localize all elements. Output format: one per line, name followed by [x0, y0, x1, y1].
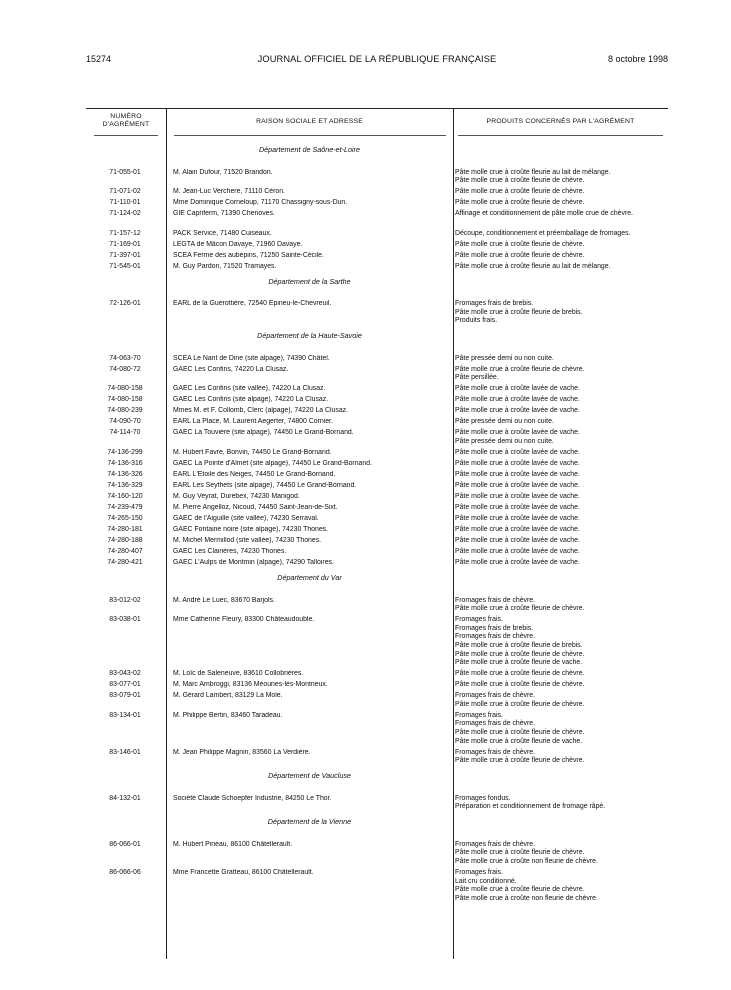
- product-item: Pâte molle crue à croûte fleurie de chèvre.: [455, 188, 585, 196]
- department-title: Département de Vaucluse: [268, 771, 351, 781]
- department-title: Département du Var: [277, 573, 342, 583]
- product-item: Pâte molle crue à croûte fleurie au lait de mélange.: [455, 168, 611, 176]
- products-list: [455, 795, 665, 812]
- department-heading: [86, 146, 668, 169]
- column-header-raison: RAISON SOCIALE ET ADRESSE: [256, 118, 363, 125]
- table-row: [86, 199, 668, 210]
- department-title: Département de la Haute-Savoie: [257, 331, 362, 341]
- company-name-address: GAEC L'Aulps de Montmin (alpage), 74290 Talloires.: [173, 559, 334, 567]
- product-item: Pâte molle crue à croûte lavée de vache.: [455, 537, 580, 545]
- product-item: Pâte persillée.: [455, 374, 499, 382]
- approval-number: 74-280-407: [107, 548, 143, 556]
- products-list: [455, 407, 665, 416]
- approval-number: 74-080-72: [109, 365, 141, 373]
- company-name-address: Mmes M. et F. Collomb, Clerc (alpage), 74220 La Clusaz.: [173, 407, 349, 415]
- products-list: [455, 385, 665, 394]
- department-heading: [86, 772, 668, 795]
- company-name-address: LEGTA de Mâcon Davaye, 71960 Davaye.: [173, 240, 303, 248]
- products-list: [455, 252, 665, 261]
- product-item: Pâte molle crue à croûte lavée de vache.: [455, 449, 580, 457]
- table-row: [86, 263, 668, 274]
- company-name-address: GIE Capriferm, 71390 Chenoves.: [173, 210, 275, 218]
- product-item: Pâte molle crue à croûte lavée de vache.: [455, 559, 580, 567]
- company-name-address: EARL L'Etoile des Neiges, 74450 Le Grand-Bornand.: [173, 471, 336, 479]
- products-list: [455, 515, 665, 524]
- product-item: Fromages frais de chèvre.: [455, 840, 536, 848]
- company-name-address: Société Claude Schoepfer Industrie, 84250 Le Thor.: [173, 794, 332, 802]
- products-list: [455, 449, 665, 458]
- approval-number: 74-114-70: [109, 429, 141, 437]
- company-name-address: M. Philippe Bertin, 83460 Taradeau.: [173, 711, 283, 719]
- page-header: [86, 54, 668, 68]
- product-item: Pâte molle crue à croûte fleurie de chèvre.: [455, 757, 585, 765]
- department-title: Département de la Vienne: [267, 817, 352, 827]
- company-name-address: EARL La Place, M. Laurent Aegerter, 74800 Cornier.: [173, 418, 333, 426]
- company-name-address: M. Loïc de Saleneuve, 83610 Collobrières.: [173, 670, 304, 678]
- journal-title: JOURNAL OFFICIEL DE LA RÉPUBLIQUE FRANÇAISE: [257, 54, 497, 64]
- product-item: Pâte molle crue à croûte lavée de vache.: [455, 460, 580, 468]
- company-name-address: Mme Catherine Fleury, 83300 Châteaudouble.: [173, 616, 315, 624]
- product-item: Préparation et conditionnement de fromage râpé.: [455, 803, 606, 811]
- product-item: Pâte molle crue à croûte fleurie de chèvre.: [455, 670, 585, 678]
- table-row: [86, 471, 668, 482]
- approval-number: 83-077-01: [109, 681, 141, 689]
- company-name-address: M. Guy Veyrat, Durebex, 74230 Manigod.: [173, 493, 300, 501]
- product-item: Pâte molle crue à croûte fleurie de chèvre.: [455, 365, 585, 373]
- table-row: [86, 366, 668, 386]
- products-list: [455, 199, 665, 208]
- approval-number: 71-397-01: [109, 251, 141, 259]
- product-item: Fromages frais.: [455, 616, 503, 624]
- product-item: Fromages frais de chèvre.: [455, 596, 536, 604]
- products-list: [455, 548, 665, 557]
- product-item: Pâte molle crue à croûte fleurie de chèvre.: [455, 251, 585, 259]
- company-name-address: M. Michel Mermillod (site vallée), 74230 Thones.: [173, 537, 322, 545]
- company-name-address: M. Gérard Lambert, 83129 La Mole.: [173, 692, 283, 700]
- company-name-address: SCEA Ferme des aubépins, 71250 Sainte-Cécile.: [173, 251, 324, 259]
- table-row: [86, 597, 668, 617]
- company-name-address: Mme Francette Gratteau, 86100 Châtellerault.: [173, 868, 314, 876]
- product-item: Fromages frais de chèvre.: [455, 748, 536, 756]
- products-list: [455, 841, 665, 867]
- approval-number: 71-169-01: [109, 240, 141, 248]
- product-item: Pâte molle crue à croûte fleurie de brebis.: [455, 308, 583, 316]
- product-item: Fromages frais de chèvre.: [455, 692, 536, 700]
- approval-number: 74-239-479: [107, 504, 143, 512]
- company-name-address: M. Guy Pardon, 71520 Tramayes.: [173, 262, 277, 270]
- approval-number: 74-080-158: [107, 396, 143, 404]
- table-row: [86, 712, 668, 749]
- header-rule: [458, 135, 663, 136]
- approval-number: 83-134-01: [109, 711, 141, 719]
- approval-table: [86, 108, 668, 959]
- approval-number: 83-043-02: [109, 670, 141, 678]
- products-list: [455, 681, 665, 690]
- product-item: Pâte molle crue à croûte fleurie de vache.: [455, 659, 583, 667]
- column-header-numero: NUMÉRO D'AGRÉMENT: [102, 113, 150, 128]
- approval-number: 71-055-01: [109, 168, 141, 176]
- table-body: [86, 146, 668, 910]
- approval-number: 72-126-01: [109, 300, 141, 308]
- company-name-address: GAEC Les Confins, 74220 La Clusaz.: [173, 365, 289, 373]
- table-row: [86, 188, 668, 199]
- company-name-address: SCEA Le Nant de Dine (site alpage), 74390 Châtel.: [173, 354, 330, 362]
- approval-number: 74-280-188: [107, 537, 143, 545]
- approval-number: 71-071-02: [109, 188, 141, 196]
- product-item: Lait cru conditionné.: [455, 877, 517, 885]
- approval-number: 74-090-70: [109, 418, 141, 426]
- approval-number: 74-265-150: [107, 515, 143, 523]
- header-rule: [94, 135, 158, 136]
- company-name-address: GAEC La Touvière (site alpage), 74450 Le Grand-Bornand.: [173, 429, 354, 437]
- product-item: Découpe, conditionnement et préemballage de fromages.: [455, 229, 631, 237]
- table-row: [86, 230, 668, 241]
- table-row: [86, 548, 668, 559]
- product-item: Pâte molle crue à croûte lavée de vache.: [455, 548, 580, 556]
- products-list: [455, 471, 665, 480]
- company-name-address: GAEC Les Confins (site alpage), 74220 La Clusaz.: [173, 396, 329, 404]
- table-row: [86, 449, 668, 460]
- products-list: [455, 616, 665, 668]
- products-list: [455, 537, 665, 546]
- approval-number: 84-132-01: [109, 794, 141, 802]
- table-row: [86, 504, 668, 515]
- product-item: Pâte molle crue à croûte lavée de vache.: [455, 429, 580, 437]
- approval-number: 71-157-12: [109, 229, 141, 237]
- approval-number: 74-136-326: [107, 471, 143, 479]
- product-item: Pâte molle crue à croûte fleurie de chèvre.: [455, 681, 585, 689]
- table-row: [86, 795, 668, 815]
- product-item: Pâte molle crue à croûte fleurie de chèvre.: [455, 886, 585, 894]
- table-row: [86, 407, 668, 418]
- product-item: Fromages frais.: [455, 711, 503, 719]
- table-row: [86, 749, 668, 769]
- products-list: [455, 597, 665, 614]
- product-item: Pâte molle crue à croûte fleurie de chèvre.: [455, 605, 585, 613]
- company-name-address: M. Jean-Luc Verchere, 71110 Céron.: [173, 188, 285, 196]
- company-name-address: M. Alain Dufour, 71520 Brandon.: [173, 168, 273, 176]
- product-item: Fromages frais de chèvre.: [455, 720, 536, 728]
- table-row: [86, 396, 668, 407]
- approval-number: 74-136-329: [107, 482, 143, 490]
- product-item: Pâte pressée demi ou non cuite.: [455, 418, 554, 426]
- products-list: [455, 355, 665, 364]
- table-row: [86, 418, 668, 429]
- product-item: Pâte molle crue à croûte non fleurie de chèvre.: [455, 857, 598, 865]
- products-list: [455, 263, 665, 272]
- product-item: Pâte molle crue à croûte fleurie de chèvre.: [455, 700, 585, 708]
- approval-number: 83-038-01: [109, 616, 141, 624]
- product-item: Fromages frais de brebis.: [455, 300, 534, 308]
- approval-number: 74-080-158: [107, 385, 143, 393]
- product-item: Pâte molle crue à croûte lavée de vache.: [455, 493, 580, 501]
- products-list: [455, 692, 665, 709]
- department-heading: [86, 332, 668, 355]
- approval-number: 71-124-02: [109, 210, 141, 218]
- department-heading: [86, 574, 668, 597]
- table-row: [86, 559, 668, 570]
- approval-number: 83-079-01: [109, 692, 141, 700]
- company-name-address: M. Pierre Angelloz, Nicoud, 74450 Saint-Jean-de-Sixt.: [173, 504, 338, 512]
- company-name-address: M. Hubert Favre, Bonvin, 74450 Le Grand-Bornand.: [173, 449, 332, 457]
- product-item: Pâte molle crue à croûte fleurie de chèvre.: [455, 177, 585, 185]
- approval-number: 71-110-01: [109, 199, 141, 207]
- product-item: Fromages frais.: [455, 868, 503, 876]
- product-item: Pâte molle crue à croûte fleurie de chèvre.: [455, 728, 585, 736]
- table-row: [86, 616, 668, 670]
- company-name-address: M. Marc Ambroggi, 83136 Méounes-lès-Montrieux.: [173, 681, 328, 689]
- company-name-address: GAEC Les Clairières, 74230 Thones.: [173, 548, 287, 556]
- company-name-address: GAEC Les Confins (site vallée), 74220 La Clusaz.: [173, 385, 326, 393]
- table-row: [86, 515, 668, 526]
- table-row: [86, 429, 668, 449]
- company-name-address: M. Hubert Pineau, 86100 Châtellerault.: [173, 840, 293, 848]
- product-item: Pâte molle crue à croûte lavée de vache.: [455, 482, 580, 490]
- products-list: [455, 712, 665, 746]
- approval-number: 74-160-120: [107, 493, 143, 501]
- approval-number: 74-136-299: [107, 449, 143, 457]
- publication-date: 8 octobre 1998: [607, 54, 668, 64]
- products-list: [455, 504, 665, 513]
- table-row: [86, 169, 668, 189]
- products-list: [455, 559, 665, 568]
- table-row: [86, 692, 668, 712]
- products-list: [455, 429, 665, 446]
- company-name-address: M. Jean Philippe Magnin, 83560 La Verdière.: [173, 748, 311, 756]
- products-list: [455, 493, 665, 502]
- company-name-address: PACK Service, 71480 Cuiseaux.: [173, 229, 272, 237]
- products-list: [455, 749, 665, 766]
- company-name-address: GAEC Fontaine noire (site alpage), 74230 Thones.: [173, 526, 329, 534]
- product-item: Pâte pressée demi ou non cuite.: [455, 438, 554, 446]
- table-row: [86, 385, 668, 396]
- product-item: Pâte molle crue à croûte fleurie de brebis.: [455, 641, 583, 649]
- table-row: [86, 252, 668, 263]
- department-heading: [86, 278, 668, 301]
- products-list: [455, 460, 665, 469]
- approval-number: 86-066-06: [109, 868, 141, 876]
- company-name-address: EARL Les Seythets (site alpage), 74450 Le Grand-Bornand.: [173, 482, 357, 490]
- products-list: [455, 169, 665, 186]
- product-item: Pâte molle crue à croûte non fleurie de chèvre.: [455, 894, 598, 902]
- table-row: [86, 355, 668, 366]
- products-list: [455, 188, 665, 197]
- company-name-address: Mme Dominique Corneloup, 71170 Chassigny-sous-Dun.: [173, 199, 348, 207]
- product-item: Pâte molle crue à croûte fleurie au lait de mélange.: [455, 262, 611, 270]
- product-item: Fromages fondus.: [455, 794, 511, 802]
- table-row: [86, 670, 668, 681]
- approval-number: 74-136-316: [107, 460, 143, 468]
- products-list: [455, 241, 665, 250]
- department-title: Département de la Sarthe: [268, 276, 351, 286]
- table-row: [86, 241, 668, 252]
- company-name-address: GAEC La Pointe d'Almet (site alpage), 74450 Le Grand-Bornand.: [173, 460, 372, 468]
- table-row: [86, 460, 668, 471]
- products-list: [455, 418, 665, 427]
- product-item: Pâte molle crue à croûte lavée de vache.: [455, 526, 580, 534]
- product-item: Pâte molle crue à croûte fleurie de chèvre.: [455, 650, 585, 658]
- product-item: Pâte molle crue à croûte lavée de vache.: [455, 504, 580, 512]
- table-row: [86, 482, 668, 493]
- approval-number: 74-080-239: [107, 407, 143, 415]
- approval-number: 74-280-181: [107, 526, 143, 534]
- company-name-address: M. André Le Luec, 83670 Barjols.: [173, 596, 275, 604]
- product-item: Pâte molle crue à croûte lavée de vache.: [455, 396, 580, 404]
- product-item: Pâte pressée demi ou non cuite.: [455, 354, 554, 362]
- products-list: [455, 526, 665, 535]
- department-title: Département de Saône-et-Loire: [258, 145, 361, 154]
- products-list: [455, 869, 665, 903]
- product-item: Pâte molle crue à croûte lavée de vache.: [455, 515, 580, 523]
- products-list: [455, 670, 665, 679]
- product-item: Produits frais.: [455, 317, 498, 325]
- products-list: [455, 300, 665, 326]
- table-row: [86, 841, 668, 869]
- approval-number: 83-146-01: [109, 748, 141, 756]
- product-item: Affinage et conditionnement de pâte molle crue de chèvre.: [455, 210, 633, 218]
- table-row: [86, 210, 668, 230]
- product-item: Fromages frais de brebis.: [455, 624, 534, 632]
- products-list: [455, 482, 665, 491]
- product-item: Pâte molle crue à croûte lavée de vache.: [455, 471, 580, 479]
- table-row: [86, 526, 668, 537]
- approval-number: 83-012-02: [109, 596, 141, 604]
- product-item: Pâte molle crue à croûte fleurie de chèvre.: [455, 199, 585, 207]
- product-item: Pâte molle crue à croûte fleurie de chèvre.: [455, 240, 585, 248]
- products-list: [455, 230, 665, 239]
- approval-number: 86-066-01: [109, 840, 141, 848]
- table-row: [86, 537, 668, 548]
- section-spacer: [86, 906, 668, 910]
- table-row: [86, 493, 668, 504]
- products-list: [455, 396, 665, 405]
- table-row: [86, 300, 668, 328]
- company-name-address: GAEC de l'Aiguille (site vallée), 74230 Serraval.: [173, 515, 319, 523]
- product-item: Pâte molle crue à croûte fleurie de chèvre.: [455, 849, 585, 857]
- approval-number: 74-280-421: [107, 559, 143, 567]
- page-number: 15274: [86, 54, 112, 64]
- table-row: [86, 869, 668, 906]
- column-header-produits: PRODUITS CONCERNÉS PAR L'AGRÉMENT: [486, 118, 635, 125]
- products-list: [455, 210, 665, 219]
- department-heading: [86, 818, 668, 841]
- header-rule: [174, 135, 446, 136]
- product-item: Pâte molle crue à croûte lavée de vache.: [455, 407, 580, 415]
- products-list: [455, 366, 665, 383]
- product-item: Fromages frais de chèvre.: [455, 633, 536, 641]
- approval-number: 74-063-70: [109, 354, 141, 362]
- table-row: [86, 681, 668, 692]
- product-item: Pâte molle crue à croûte fleurie de vache.: [455, 737, 583, 745]
- approval-number: 71-545-01: [109, 262, 141, 270]
- product-item: Pâte molle crue à croûte lavée de vache.: [455, 385, 580, 393]
- company-name-address: EARL de la Guerottière, 72540 Epineu-le-Chevreuil.: [173, 300, 332, 308]
